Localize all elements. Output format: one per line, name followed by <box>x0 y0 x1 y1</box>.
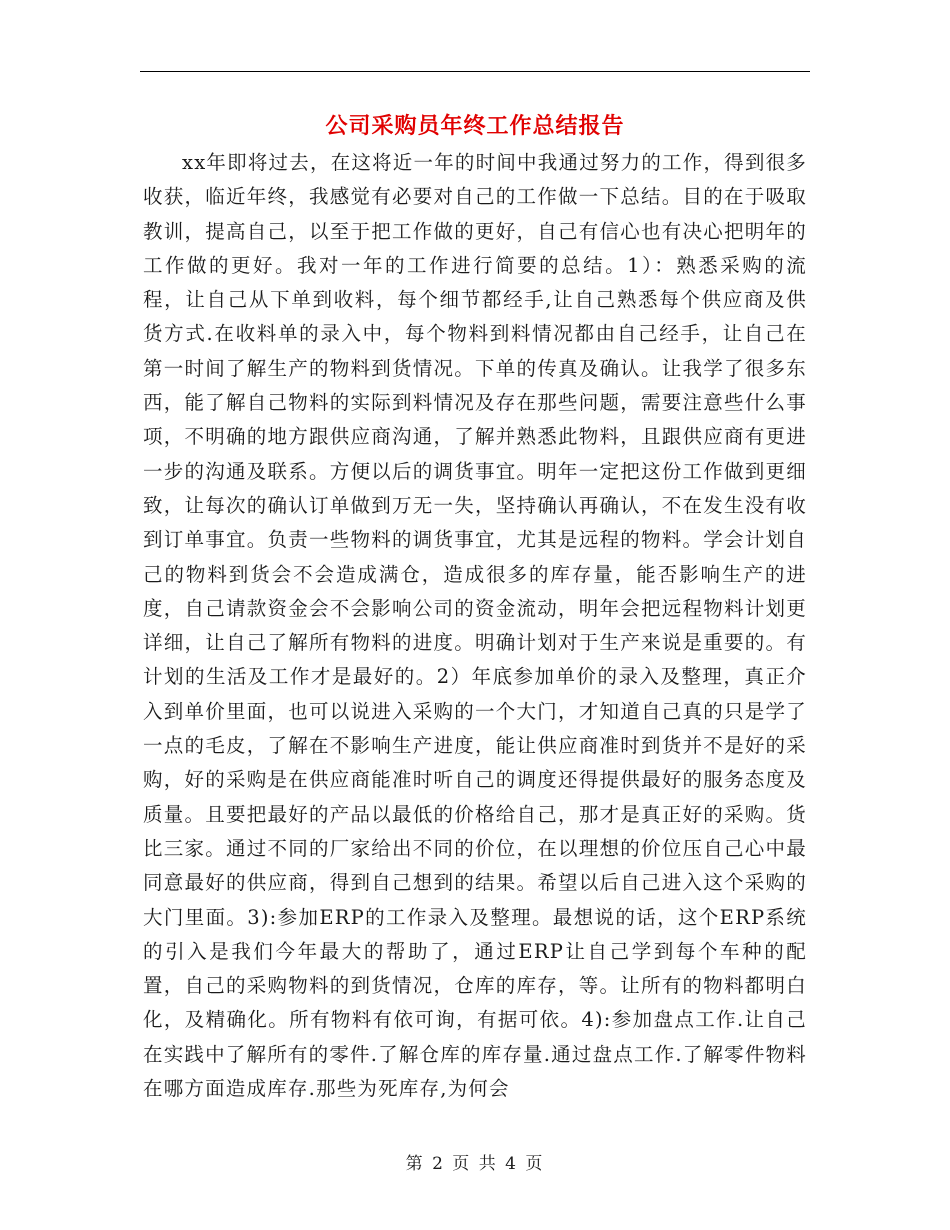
body-paragraph: xx年即将过去，在这将近一年的时间中我通过努力的工作，得到很多收获，临近年终，我感觉有必要对自己的工作做一下总结。目的在于吸取教训，提高自己，以至于把工作做的更好，自己有信心也有决心把明年的工作做的更好。我对一年的工作进行简要的总结。1）：熟悉采购的流程，让自己从下单到收料，每个细节都经手,让自己熟悉每个供应商及供货方式.在收料单的录入中，每个物料到料情况都由自己经手，让自己在第一时间了解生产的物料到货情况。下单的传真及确认。让我学了很多东西，能了解自己物料的实际到料情况及存在那些问题，需要注意些什么事项，不明确的地方跟供应商沟通，了解并熟悉此物料，且跟供应商有更进一步的沟通及联系。方便以后的调货事宜。明年一定把这份工作做到更细致，让每次的确认订单做到万无一失，坚持确认再确认，不在发生没有收到订单事宜。负责一些物料的调货事宜，尤其是远程的物料。学会计划自己的物料到货会不会造成满仓，造成很多的库存量，能否影响生产的进度，自己请款资金会不会影响公司的资金流动，明年会把远程物料计划更详细，让自己了解所有物料的进度。明确计划对于生产来说是重要的。有计划的生活及工作才是最好的。2）年底参加单价的录入及整理，真正介入到单价里面，也可以说进入采购的一个大门，才知道自己真的只是学了一点的毛皮，了解在不影响生产进度，能让供应商准时到货并不是好的采购，好的采购是在供应商能准时听自己的调度还得提供最好的服务态度及质量。且要把最好的产品以最低的价格给自己，那才是真正好的采购。货比三家。通过不同的厂家给出不同的价位，在以理想的价位压自己心中最同意最好的供应商，得到自己想到的结果。希望以后自己进入这个采购的大门里面。3):参加ERP的工作录入及整理。最想说的话，这个ERP系统的引入是我们今年最大的帮助了，通过ERP让自己学到每个车种的配置，自己的采购物料的到货情况，仓库的库存，等。让所有的物料都明白化，及精确化。所有物料有依可询，有据可依。4):参加盘点工作.让自己在实践中了解所有的零件.了解仓库的库存量.通过盘点工作.了解零件物料在哪方面造成库存.那些为死库存,为何会 <box>143 151 807 1101</box>
page-number-footer: 第 2 页 共 4 页 <box>405 1154 545 1174</box>
header-rule <box>140 71 810 72</box>
document-title: 公司采购员年终工作总结报告 <box>325 113 625 139</box>
